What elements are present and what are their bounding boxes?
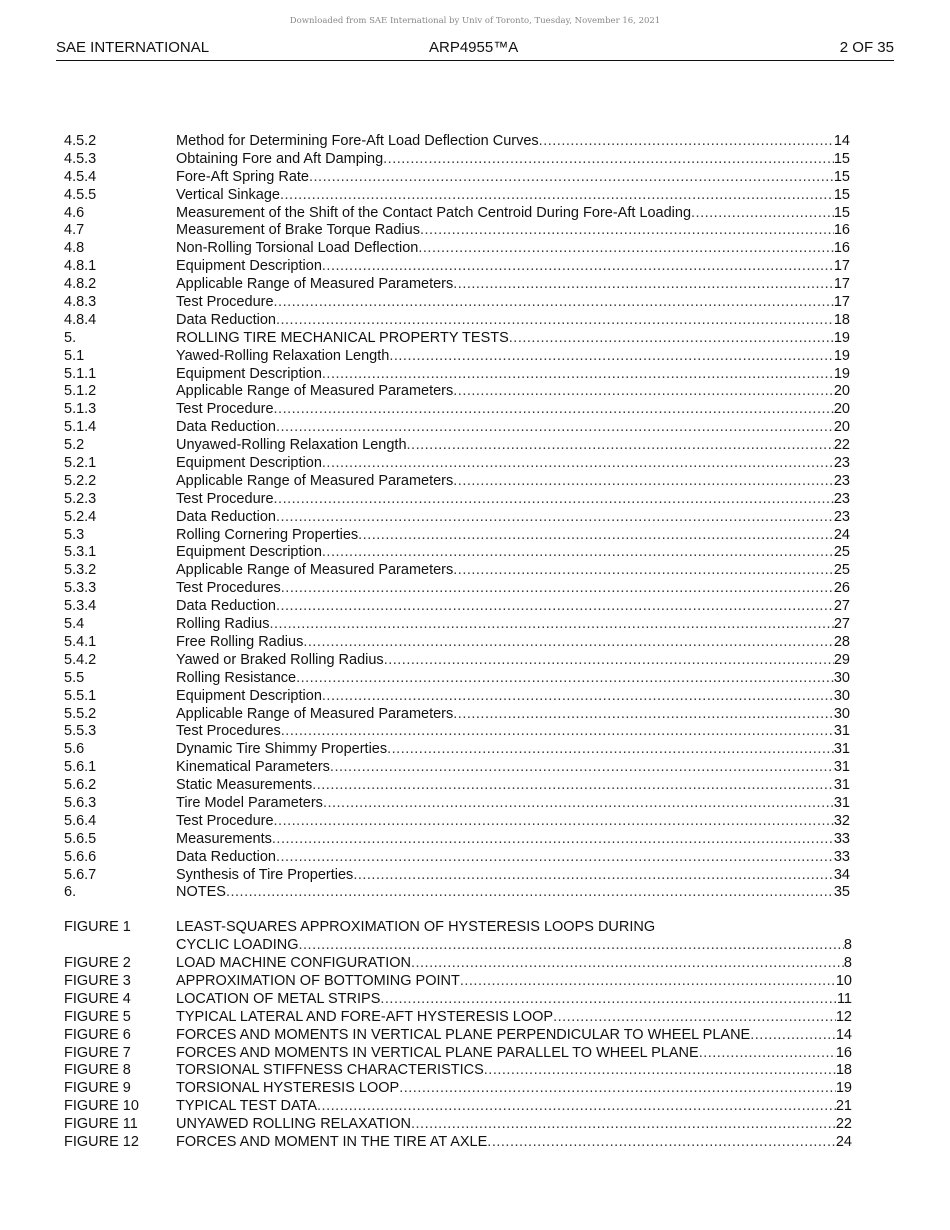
toc-section-number: 5.4.2 xyxy=(64,651,97,668)
toc-section-number: 5.6 xyxy=(64,741,85,758)
toc-row xyxy=(64,473,850,491)
contents-list xyxy=(64,133,850,902)
dot-leader xyxy=(303,634,834,652)
toc-page-number: 19 xyxy=(833,329,850,346)
dot-leader xyxy=(399,1080,836,1098)
figure-number: FIGURE 1 xyxy=(64,919,131,936)
dot-leader xyxy=(274,813,834,831)
toc-entry-title: Dynamic Tire Shimmy Properties xyxy=(176,741,388,758)
toc-entry-title: TORSIONAL HYSTERESIS LOOP xyxy=(176,1080,400,1097)
toc-page-number: 23 xyxy=(833,490,850,507)
toc-section-number: 4.8 xyxy=(64,240,85,257)
dot-leader xyxy=(330,759,834,777)
dot-leader xyxy=(270,616,834,634)
toc-page-number: 22 xyxy=(835,1116,852,1133)
toc-row xyxy=(64,419,850,437)
toc-row xyxy=(64,258,850,276)
toc-section-number: 4.8.1 xyxy=(64,258,97,275)
toc-row xyxy=(64,1027,850,1045)
toc-entry-title: LOAD MACHINE CONFIGURATION xyxy=(176,955,411,972)
toc-section-number: FIGURE 11 xyxy=(64,1116,138,1133)
toc-entry-title: TORSIONAL STIFFNESS CHARACTERISTICS xyxy=(176,1062,484,1079)
toc-entry-title: Rolling Radius xyxy=(176,616,270,633)
toc-entry-title: Test Procedure xyxy=(176,812,274,829)
toc-page-number: 14 xyxy=(833,133,850,149)
toc-row xyxy=(64,634,850,652)
toc-row xyxy=(64,937,850,955)
toc-section-number: 5.5.3 xyxy=(64,723,97,740)
dot-leader xyxy=(276,419,834,437)
dot-leader xyxy=(274,491,834,509)
toc-page-number: 15 xyxy=(833,186,850,203)
figure-row xyxy=(64,919,850,937)
toc-page-number: 19 xyxy=(833,347,850,364)
toc-page-number: 28 xyxy=(833,633,850,650)
toc-page-number: 19 xyxy=(833,365,850,382)
toc-entry-title: Non-Rolling Torsional Load Deflection xyxy=(176,240,419,257)
dot-leader xyxy=(484,1062,836,1080)
toc-section-number: 5.6.2 xyxy=(64,777,97,794)
toc-row xyxy=(64,813,850,831)
figure-title-line1: LEAST-SQUARES APPROXIMATION OF HYSTERESIS LOOPS DURING xyxy=(176,919,656,936)
dot-leader xyxy=(387,741,834,759)
toc-row xyxy=(64,509,850,527)
toc-page-number: 26 xyxy=(833,580,850,597)
dot-leader xyxy=(453,706,834,724)
toc-page-number: 19 xyxy=(835,1080,852,1097)
toc-section-number: 5.5.2 xyxy=(64,705,97,722)
toc-section-number: 5.6.3 xyxy=(64,794,97,811)
toc-entry-title: Synthesis of Tire Properties xyxy=(176,866,354,883)
toc-entry-title: Applicable Range of Measured Parameters xyxy=(176,562,454,579)
dot-leader xyxy=(453,562,834,580)
toc-entry-title: Static Measurements xyxy=(176,777,313,794)
dot-leader xyxy=(750,1027,836,1045)
toc-page-number: 34 xyxy=(833,866,850,883)
toc-section-number: 4.5.4 xyxy=(64,168,97,185)
toc-row xyxy=(64,616,850,634)
toc-row xyxy=(64,598,850,616)
toc-entry-title: Yawed-Rolling Relaxation Length xyxy=(176,347,390,364)
toc-page-number: 12 xyxy=(835,1008,852,1025)
toc-entry-title: Measurements xyxy=(176,830,272,847)
toc-entry-title: Data Reduction xyxy=(176,848,276,865)
toc-entry-title: Test Procedure xyxy=(176,490,274,507)
dot-leader xyxy=(358,527,834,545)
toc-row xyxy=(64,401,850,419)
dot-leader xyxy=(411,1116,836,1134)
toc-row xyxy=(64,312,850,330)
toc-page-number: 33 xyxy=(833,830,850,847)
toc-section-number: 5.3 xyxy=(64,526,85,543)
dot-leader xyxy=(317,1098,836,1116)
toc-entry-title: Method for Determining Fore-Aft Load Deflection Curves xyxy=(176,133,539,149)
toc-row xyxy=(64,187,850,205)
dot-leader xyxy=(298,937,843,955)
dot-leader xyxy=(407,437,834,455)
toc-row xyxy=(64,455,850,473)
toc-page-number: 27 xyxy=(833,598,850,615)
toc-entry-title: FORCES AND MOMENT IN THE TIRE AT AXLE xyxy=(176,1133,488,1150)
toc-page-number: 30 xyxy=(833,705,850,722)
dot-leader xyxy=(384,652,834,670)
toc-section-number: 5.5 xyxy=(64,669,85,686)
toc-page-number: 16 xyxy=(835,1044,852,1061)
toc-section-number: 5.1.4 xyxy=(64,419,97,436)
header-document-id: ARP4955™A xyxy=(429,39,519,56)
toc-page-number: 15 xyxy=(833,204,850,221)
toc-page-number: 33 xyxy=(833,848,850,865)
toc-row xyxy=(64,706,850,724)
toc-entry-title: Measurement of the Shift of the Contact Patch Centroid During Fore-Aft Loading xyxy=(176,204,692,221)
dot-leader xyxy=(322,688,834,706)
toc-row xyxy=(64,741,850,759)
dot-leader xyxy=(453,473,834,491)
toc-entry-title: Equipment Description xyxy=(176,544,322,561)
dot-leader xyxy=(322,544,834,562)
toc-row xyxy=(64,723,850,741)
dot-leader xyxy=(383,151,834,169)
toc-section-number: 5.1.3 xyxy=(64,401,97,418)
toc-row xyxy=(64,580,850,598)
toc-entry-title: TYPICAL TEST DATA xyxy=(176,1098,318,1115)
toc-section-number: 5.1.1 xyxy=(64,365,97,382)
toc-row xyxy=(64,1098,850,1116)
toc-entry-title: Equipment Description xyxy=(176,687,322,704)
toc-section-number: 5.2.1 xyxy=(64,455,97,472)
dot-leader xyxy=(418,240,834,258)
toc-row xyxy=(64,884,850,902)
toc-page-number: 15 xyxy=(833,150,850,167)
toc-section-number: 5.6.4 xyxy=(64,812,97,829)
toc-section-number: 4.7 xyxy=(64,222,85,239)
toc-page-number: 31 xyxy=(833,723,850,740)
dot-leader xyxy=(699,1045,836,1063)
toc-page-number: 35 xyxy=(833,884,850,901)
toc-entry-title: Tire Model Parameters xyxy=(176,794,323,811)
toc-entry-title: Test Procedure xyxy=(176,294,274,311)
toc-entry-title: Equipment Description xyxy=(176,258,322,275)
toc-entry-title: Kinematical Parameters xyxy=(176,759,330,776)
dot-leader xyxy=(389,348,834,366)
toc-section-number: 5.3.3 xyxy=(64,580,97,597)
toc-row xyxy=(64,133,850,151)
toc-section-number: FIGURE 3 xyxy=(64,972,131,989)
toc-section-number: 6. xyxy=(64,884,77,901)
toc-section-number: 5.3.1 xyxy=(64,544,97,561)
toc-entry-title: Vertical Sinkage xyxy=(176,186,280,203)
toc-entry-title: CYCLIC LOADING xyxy=(176,937,299,954)
toc-entry-title: Data Reduction xyxy=(176,311,276,328)
toc-row xyxy=(64,544,850,562)
dot-leader xyxy=(691,205,834,223)
toc-entry-title: LOCATION OF METAL STRIPS xyxy=(176,990,381,1007)
download-watermark: Downloaded from SAE International by Univ of Toronto, Tuesday, November 16, 2021 xyxy=(289,16,661,26)
toc-section-number: 5.2.2 xyxy=(64,472,97,489)
toc-row xyxy=(64,759,850,777)
toc-section-number: FIGURE 8 xyxy=(64,1062,131,1079)
toc-section-number: 5.6.7 xyxy=(64,866,97,883)
dot-leader xyxy=(460,973,836,991)
toc-section-number: 5.3.4 xyxy=(64,598,97,615)
toc-entry-title: APPROXIMATION OF BOTTOMING POINT xyxy=(176,972,460,989)
toc-section-number: 5.4.1 xyxy=(64,633,97,650)
toc-section-number: 4.8.4 xyxy=(64,311,97,328)
toc-row xyxy=(64,240,850,258)
toc-row xyxy=(64,831,850,849)
toc-entry-title: ROLLING TIRE MECHANICAL PROPERTY TESTS xyxy=(176,329,509,346)
toc-entry-title: Data Reduction xyxy=(176,598,276,615)
toc-section-number: FIGURE 6 xyxy=(64,1026,131,1043)
toc-entry-title: Applicable Range of Measured Parameters xyxy=(176,472,454,489)
dot-leader xyxy=(312,777,834,795)
header-page-number: 2 OF 35 xyxy=(839,39,894,56)
toc-page-number: 10 xyxy=(835,972,852,989)
figures-list xyxy=(64,919,850,1152)
toc-entry-title: Yawed or Braked Rolling Radius xyxy=(176,651,384,668)
toc-page-number: 30 xyxy=(833,687,850,704)
toc-row xyxy=(64,795,850,813)
toc-row xyxy=(64,955,850,973)
toc-page-number: 20 xyxy=(833,383,850,400)
dot-leader xyxy=(276,509,834,527)
toc-row xyxy=(64,366,850,384)
toc-page-number: 17 xyxy=(833,294,850,311)
toc-section-number: FIGURE 5 xyxy=(64,1008,131,1025)
toc-row xyxy=(64,1045,850,1063)
toc-page-number: 21 xyxy=(835,1098,852,1115)
dot-leader xyxy=(309,169,834,187)
toc-row xyxy=(64,1062,850,1080)
toc-page-number: 23 xyxy=(833,472,850,489)
toc-entry-title: Test Procedure xyxy=(176,401,274,418)
toc-row xyxy=(64,527,850,545)
toc-page-number: 18 xyxy=(833,311,850,328)
toc-section-number: 5.6.6 xyxy=(64,848,97,865)
toc-section-number: 5.1.2 xyxy=(64,383,97,400)
dot-leader xyxy=(296,670,834,688)
toc-row xyxy=(64,1116,850,1134)
toc-page-number: 17 xyxy=(833,258,850,275)
dot-leader xyxy=(509,330,834,348)
toc-row xyxy=(64,867,850,885)
dot-leader xyxy=(280,187,834,205)
toc-row xyxy=(64,276,850,294)
toc-row xyxy=(64,169,850,187)
toc-section-number: FIGURE 9 xyxy=(64,1080,131,1097)
toc-entry-title: Rolling Cornering Properties xyxy=(176,526,359,543)
toc-section-number: 5.6.1 xyxy=(64,759,97,776)
toc-section-number: 5.5.1 xyxy=(64,687,97,704)
toc-page-number: 22 xyxy=(833,437,850,454)
toc-entry-title: Obtaining Fore and Aft Damping xyxy=(176,150,384,167)
dot-leader xyxy=(411,955,844,973)
dot-leader xyxy=(353,867,834,885)
toc-row xyxy=(64,222,850,240)
toc-page-number: 30 xyxy=(833,669,850,686)
toc-row xyxy=(64,1134,850,1152)
toc-row xyxy=(64,562,850,580)
toc-page-number: 29 xyxy=(833,651,850,668)
toc-page-number: 31 xyxy=(833,777,850,794)
dot-leader xyxy=(322,258,834,276)
toc-entry-title: FORCES AND MOMENTS IN VERTICAL PLANE PERPENDICULAR TO WHEEL PLANE xyxy=(176,1026,751,1043)
toc-section-number: 5.2.4 xyxy=(64,508,97,525)
toc-section-number: FIGURE 10 xyxy=(64,1098,139,1115)
toc-entry-title: Test Procedures xyxy=(176,723,281,740)
toc-page-number: 11 xyxy=(836,990,852,1007)
toc-section-number: 4.6 xyxy=(64,204,85,221)
toc-page-number: 18 xyxy=(835,1062,852,1079)
toc-entry-title: Applicable Range of Measured Parameters xyxy=(176,705,454,722)
toc-entry-title: Fore-Aft Spring Rate xyxy=(176,168,309,185)
dot-leader xyxy=(281,580,834,598)
toc-section-number: 5.1 xyxy=(64,347,85,364)
toc-page-number: 14 xyxy=(835,1026,852,1043)
toc-page-number: 16 xyxy=(833,240,850,257)
dot-leader xyxy=(322,455,834,473)
toc-page-number: 17 xyxy=(833,276,850,293)
toc-page-number: 31 xyxy=(833,741,850,758)
toc-entry-title: Rolling Resistance xyxy=(176,669,297,686)
dot-leader xyxy=(323,795,834,813)
toc-section-number: 5.6.5 xyxy=(64,830,97,847)
toc-entry-title: Data Reduction xyxy=(176,419,276,436)
dot-leader xyxy=(487,1134,836,1152)
toc-row xyxy=(64,973,850,991)
toc-row xyxy=(64,991,850,1009)
toc-page-number: 15 xyxy=(833,168,850,185)
toc-row xyxy=(64,151,850,169)
toc-entry-title: Applicable Range of Measured Parameters xyxy=(176,383,454,400)
toc-entry-title: Unyawed-Rolling Relaxation Length xyxy=(176,437,407,454)
toc-section-number: 5.4 xyxy=(64,616,85,633)
dot-leader xyxy=(453,383,834,401)
toc-page-number: 31 xyxy=(833,759,850,776)
dot-leader xyxy=(274,294,834,312)
header-publisher: SAE INTERNATIONAL xyxy=(56,39,210,56)
toc-page-number: 20 xyxy=(833,401,850,418)
toc-entry-title: Applicable Range of Measured Parameters xyxy=(176,276,454,293)
toc-row xyxy=(64,205,850,223)
toc-entry-title: Free Rolling Radius xyxy=(176,633,304,650)
toc-section-number: 4.8.3 xyxy=(64,294,97,311)
toc-page-number: 25 xyxy=(833,562,850,579)
toc-section-number: FIGURE 2 xyxy=(64,955,131,972)
toc-section-number: 5.2.3 xyxy=(64,490,97,507)
toc-entry-title: NOTES xyxy=(176,884,226,901)
toc-page-number: 25 xyxy=(833,544,850,561)
toc-row xyxy=(64,330,850,348)
dot-leader xyxy=(380,991,837,1009)
toc-row xyxy=(64,348,850,366)
toc-row xyxy=(64,1080,850,1098)
toc-section-number: FIGURE 12 xyxy=(64,1133,139,1150)
toc-page-number: 23 xyxy=(833,508,850,525)
toc-entry-title: Equipment Description xyxy=(176,365,322,382)
toc-entry-title: Measurement of Brake Torque Radius xyxy=(176,222,420,239)
toc-entry-title: Test Procedures xyxy=(176,580,281,597)
toc-section-number: 5.2 xyxy=(64,437,85,454)
toc-section-number: 4.5.2 xyxy=(64,133,97,149)
toc-row xyxy=(64,670,850,688)
toc-section-number: FIGURE 4 xyxy=(64,990,131,1007)
toc-page-number: 24 xyxy=(835,1133,852,1150)
toc-row xyxy=(64,849,850,867)
toc-page-number: 32 xyxy=(833,812,850,829)
toc-page-number: 23 xyxy=(833,455,850,472)
toc-page-number: 8 xyxy=(843,937,852,954)
toc-row xyxy=(64,491,850,509)
toc-entry-title: TYPICAL LATERAL AND FORE-AFT HYSTERESIS LOOP xyxy=(176,1008,554,1025)
toc-row xyxy=(64,652,850,670)
toc-entry-title: Equipment Description xyxy=(176,455,322,472)
toc-row xyxy=(64,437,850,455)
dot-leader xyxy=(553,1009,836,1027)
dot-leader xyxy=(539,133,834,151)
dot-leader xyxy=(274,401,834,419)
toc-section-number: 5.3.2 xyxy=(64,562,97,579)
dot-leader xyxy=(281,723,834,741)
table-of-contents xyxy=(64,133,850,1152)
toc-section-number: 4.8.2 xyxy=(64,276,97,293)
toc-row xyxy=(64,777,850,795)
dot-leader xyxy=(272,831,834,849)
toc-row xyxy=(64,1009,850,1027)
toc-row xyxy=(64,383,850,401)
toc-page-number: 20 xyxy=(833,419,850,436)
toc-entry-title: UNYAWED ROLLING RELAXATION xyxy=(176,1116,411,1133)
dot-leader xyxy=(453,276,834,294)
toc-page-number: 16 xyxy=(833,222,850,239)
toc-row xyxy=(64,688,850,706)
toc-entry-title: Data Reduction xyxy=(176,508,276,525)
dot-leader xyxy=(322,366,834,384)
toc-row xyxy=(64,294,850,312)
toc-page-number: 27 xyxy=(833,616,850,633)
toc-section-number: FIGURE 7 xyxy=(64,1044,131,1061)
dot-leader xyxy=(420,222,834,240)
toc-section-number: 4.5.5 xyxy=(64,186,97,203)
toc-page-number: 24 xyxy=(833,526,850,543)
page-header xyxy=(56,38,894,61)
toc-page-number: 31 xyxy=(833,794,850,811)
toc-entry-title: FORCES AND MOMENTS IN VERTICAL PLANE PARALLEL TO WHEEL PLANE xyxy=(176,1044,699,1061)
dot-leader xyxy=(276,312,834,330)
toc-section-number: 4.5.3 xyxy=(64,150,97,167)
toc-section-number: 5. xyxy=(64,329,77,346)
dot-leader xyxy=(276,849,834,867)
toc-page-number: 8 xyxy=(843,955,852,972)
dot-leader xyxy=(226,884,834,902)
dot-leader xyxy=(276,598,834,616)
